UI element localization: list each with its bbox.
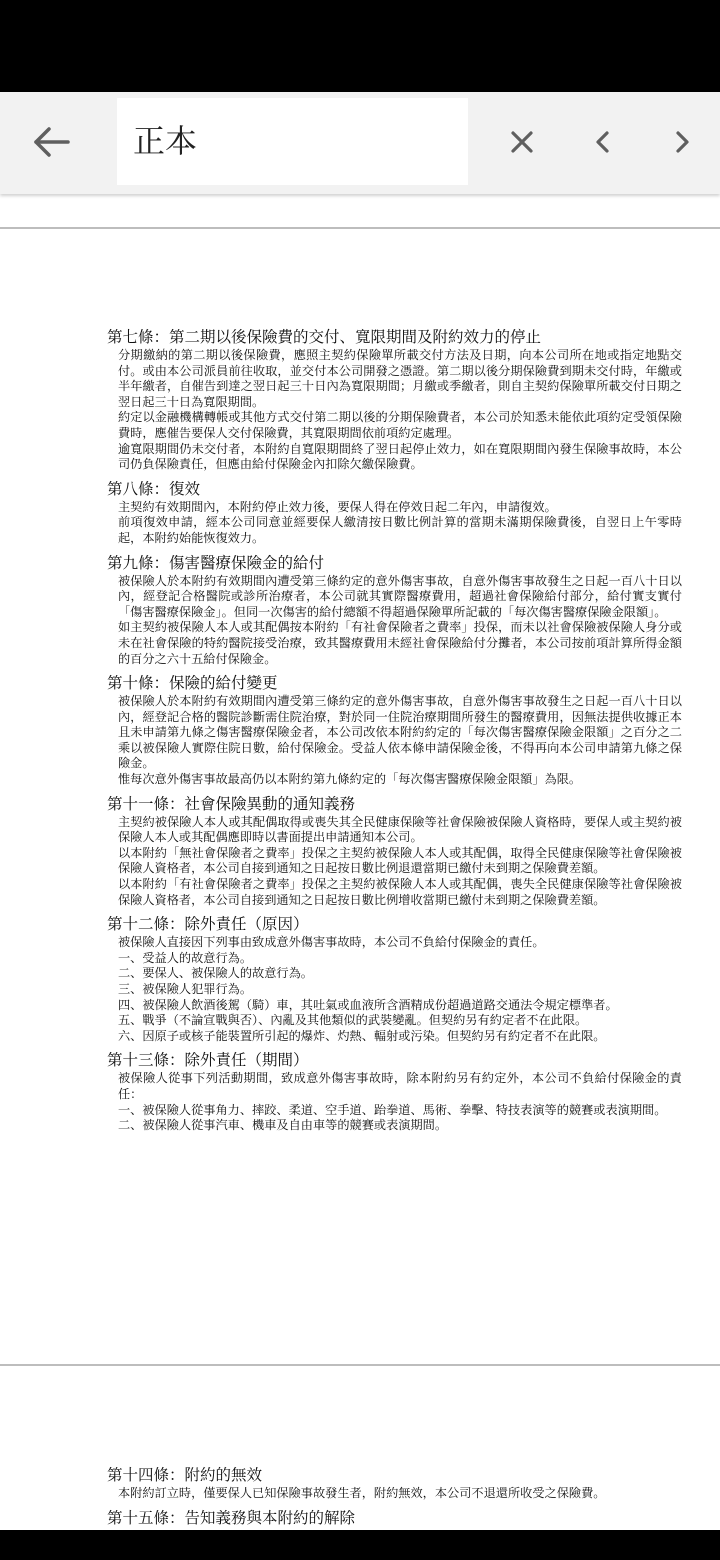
list-item: 二、要保人、被保險人的故意行為。 (118, 966, 313, 981)
document-page-2-content (107, 1465, 682, 1529)
list-item: 一、被保險人從事角力、摔跤、柔道、空手道、跆拳道、馬術、拳擊、特技表演等的競賽或表演期間。 (118, 1102, 667, 1117)
document-page-content (107, 327, 682, 1140)
article-heading: 第十二條：除外責任（原因） (107, 915, 309, 934)
article-paragraph: 被保險人於本附約有效期間內遭受第三條約定的意外傷害事故，自意外傷害事故發生之日起一百八十日以內，經登記合格醫院或診所治療者，本公司就其實際醫療費用，超過社會保險給付部分，給付實支實付「傷害醫療保險金」。但同一次傷害的給付總額不得超過保險單所記載的「每次傷害醫療保險金限額」。 (118, 573, 682, 619)
article-section (107, 1050, 682, 1133)
list-item: 二、被保險人從事汽車、機車及自由車等的競賽或表演期間。 (118, 1118, 448, 1133)
article-paragraph: 約定以金融機構轉帳或其他方式交付第二期以後的分期保險費者，本公司於知悉未能依此項約定受領保險費時，應催告要保人交付保險費，其寬限期間依前項約定處理。 (118, 410, 682, 440)
article-heading: 第十一條：社會保險異動的通知義務 (107, 794, 356, 813)
article-paragraph: 如主契約被保險人本人或其配偶按本附約「有社會保險者之費率」投保，而未以社會保險被保險人身分或未在社會保險的特約醫院接受治療，致其醫療費用未經社會保險給付分攤者，本公司按前項計算所得金額的百分之六十五給付保險金。 (118, 620, 682, 666)
article-paragraph: 逾寬限期間仍未交付者，本附約自寬限期間終了翌日起停止效力，如在寬限期間內發生保險事故時，本公司仍負保險責任，但應由給付保險金內扣除欠繳保險費。 (118, 441, 682, 472)
navigation-bar (0, 1530, 720, 1560)
article-section (107, 794, 682, 909)
article-heading: 第七條：第二期以後保險費的交付、寬限期間及附約效力的停止 (107, 328, 542, 346)
list-item: 一、受益人的故意行為。 (118, 950, 253, 965)
article-paragraph: 主契約被保險人本人或其配偶取得或喪失其全民健康保險等社會保險被保險人資格時，要保人或主契約被保險人本人或其配偶應即時以書面提出申請通知本公司。 (118, 814, 682, 845)
article-section (107, 673, 682, 788)
article-paragraph: 被保險人從事下列活動期間，致成意外傷害事故時，除本附約另有約定外，本公司不負給付保險金的責任： (118, 1071, 682, 1101)
list-item: 五、戰爭（不論宣戰與否）、內亂及其他類似的武裝變亂。但契約另有約定者不在此限。 (118, 1013, 588, 1028)
article-heading: 第八條：復效 (107, 479, 201, 498)
find-toolbar (0, 92, 720, 194)
search-input[interactable] (133, 120, 453, 158)
list-item: 三、被保險人犯罪行為。 (118, 982, 253, 996)
article-paragraph: 以本附約「無社會保險者之費率」投保之主契約被保險人本人或其配偶，取得全民健康保險等社會保險被保險人資格者，本公司自接到通知之日起按日數比例退還當期已繳付未到期之保險費差額。 (118, 845, 682, 876)
article-heading: 第十條：保險的給付變更 (107, 674, 278, 693)
page-divider (0, 1364, 720, 1366)
article-paragraph: 本附約訂立時，僅要保人已知保險事故發生者，附約無效，本公司不退還所收受之保險費。 (118, 1486, 606, 1500)
article-heading: 第十五條：告知義務與本附約的解除 (107, 1508, 356, 1527)
status-bar (0, 0, 720, 92)
article-paragraph: 以本附約「有社會保險者之費率」投保之主契約被保險人本人或其配偶，喪失全民健康保險等社會保險被保險人資格者，本公司自接到通知之日起按日數比例增收當期已繳付未到期之保險費差額。 (118, 877, 682, 907)
article-heading: 第十三條：除外責任（期間） (107, 1051, 309, 1070)
article-paragraph: 主契約有效期間內，本附約停止效力後，要保人得在停效日起二年內，申請復效。 (118, 499, 557, 514)
clear-icon[interactable] (500, 120, 544, 164)
list-item: 六、因原子或核子能裝置所引起的爆炸、灼熱、輻射或污染。但契約另有約定者不在此限。 (118, 1028, 606, 1043)
article-paragraph: 前項復效申請，經本公司同意並經要保人繳清按日數比例計算的當期未滿期保險費後，自翌日上午零時起，本附約始能恢復效力。 (118, 515, 682, 545)
search-box[interactable] (117, 98, 468, 185)
article-paragraph: 被保險人直接因下列事由致成意外傷害事故時，本公司不負給付保險金的責任。 (118, 935, 545, 950)
page-divider (0, 227, 720, 229)
article-paragraph: 分期繳納的第二期以後保險費，應照主契約保險單所載交付方法及日期，向本公司所在地或指定地點交付。或由本公司派員前往收取，並交付本公司開發之憑證。第二期以後分期保險費到期未交付時，年繳或半年繳者，自催告到達之翌日起三十日內為寬限期間；月繳或季繳者，則自主契約保險單所載交付日期之翌日起三十日為寬限期間。 (118, 348, 682, 409)
next-result-icon[interactable] (660, 120, 704, 164)
back-arrow-icon[interactable] (30, 120, 74, 164)
article-heading: 第十四條：附約的無效 (107, 1466, 263, 1484)
previous-result-icon[interactable] (581, 120, 625, 164)
article-section (107, 327, 682, 473)
article-section (107, 479, 682, 547)
article-paragraph: 惟每次意外傷害事故最高仍以本附約第九條約定的「每次傷害醫療保險金限額」為限。 (118, 772, 582, 787)
article-heading: 第九條：傷害醫療保險金的給付 (107, 553, 325, 572)
list-item: 四、被保險人飲酒後駕（騎）車，其吐氣或血液所含酒精成份超過道路交通法令規定標準者。 (118, 997, 618, 1012)
article-paragraph: 被保險人於本附約有效期間內遭受第三條約定的意外傷害事故，自意外傷害事故發生之日起一百八十日以內，經登記合格的醫院診斷需住院治療，對於同一住院治療期間所發生的醫療費用，因無法提供收據正本且未申請第九條之傷害醫療保險金者，本公司改依本附約約定的「每次傷害醫療保險金限額」之百分之二乘以被保險人實際住院日數，給付保險金。受益人依本條申請保險金後，不得再向本公司申請第九條之保險金。 (118, 694, 682, 771)
article-section (107, 914, 682, 1044)
article-section (107, 553, 682, 668)
